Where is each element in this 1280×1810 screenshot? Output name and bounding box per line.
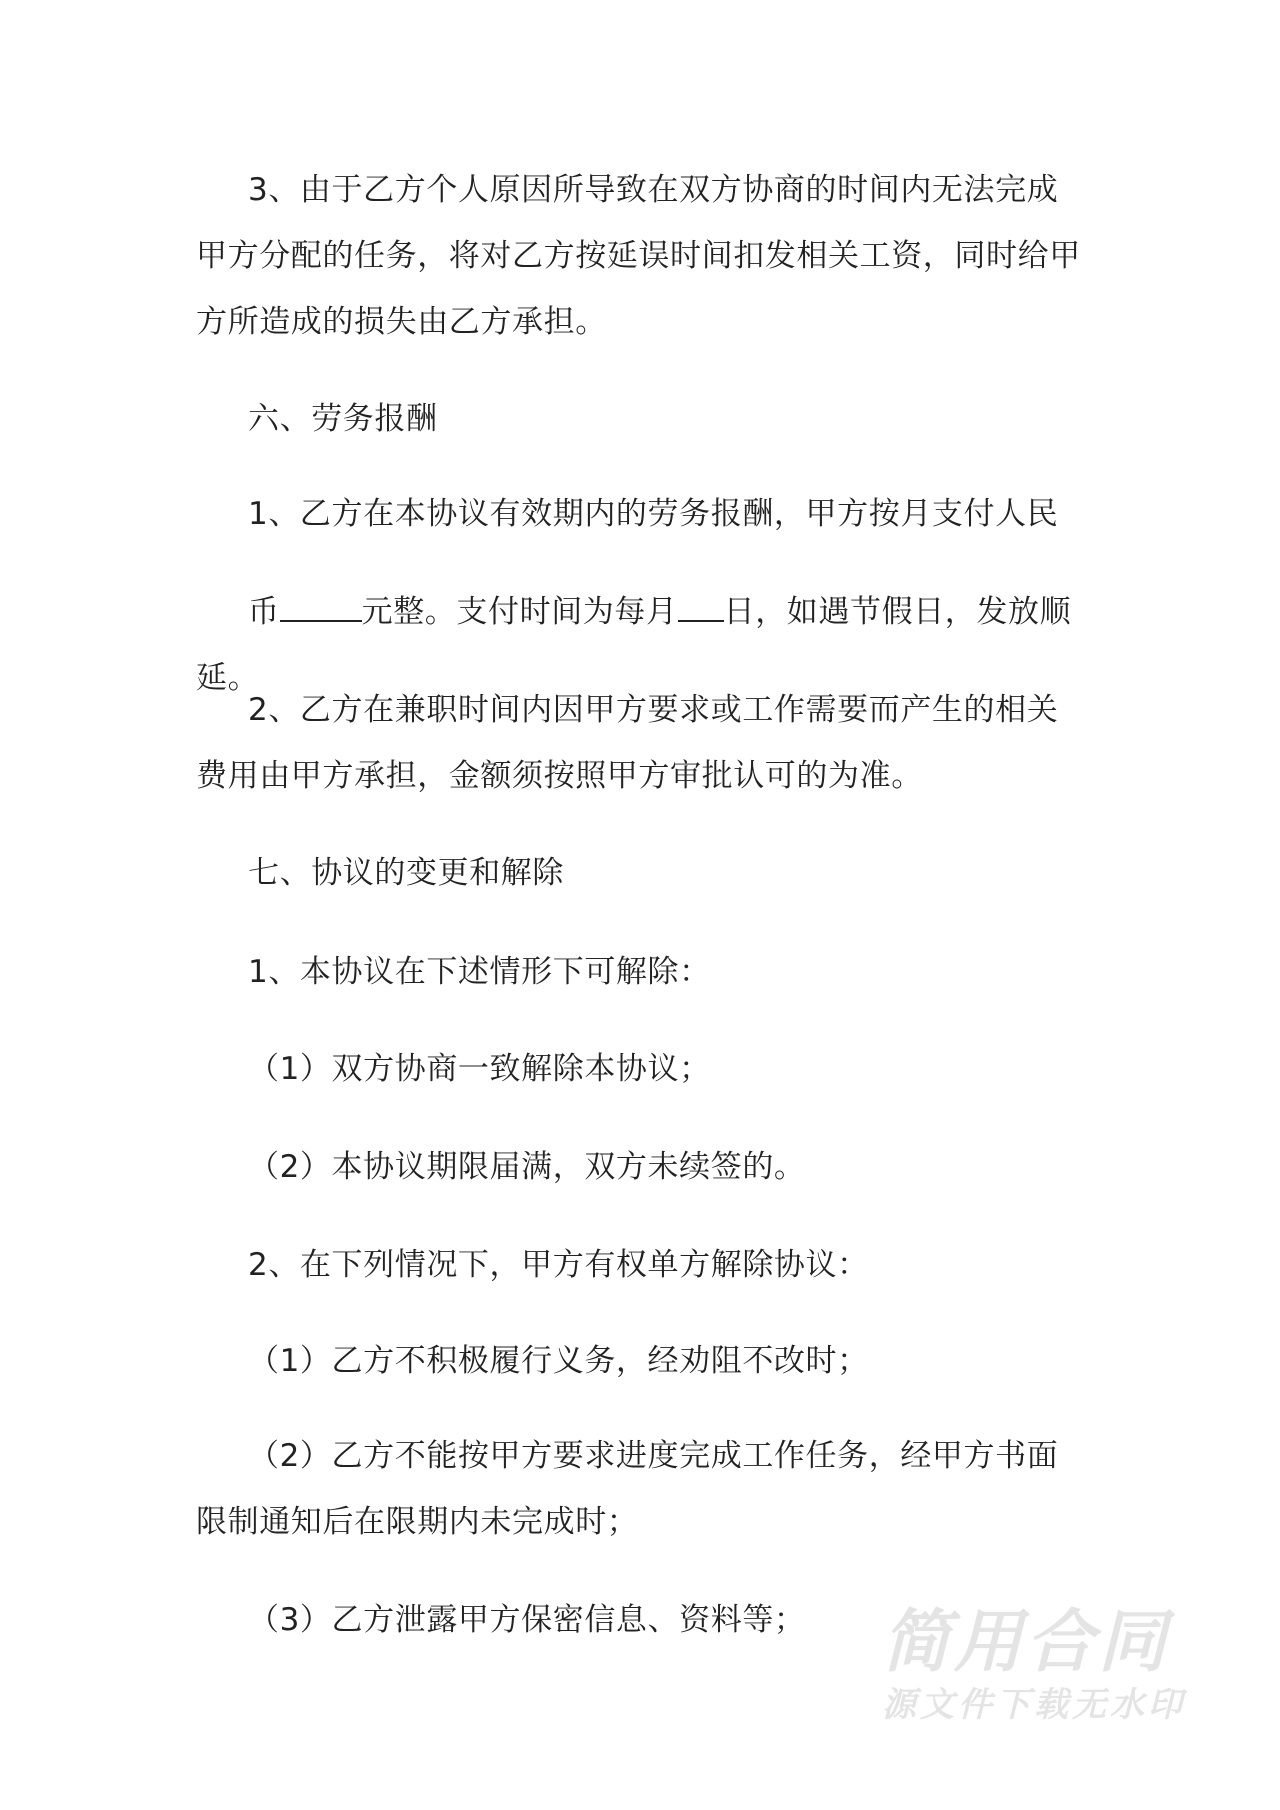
payment-mid: 元整。支付时间为每月: [361, 594, 678, 630]
watermark-subtitle: 源文件下载无水印: [882, 1685, 1186, 1725]
paragraph-item-1b: （1）乙方不积极履行义务，经劝阻不改时；: [248, 1343, 869, 1379]
paragraph-item-3b: （3）乙方泄露甲方保密信息、资料等；: [248, 1602, 806, 1638]
section-heading-termination: 七、协议的变更和解除: [248, 855, 564, 891]
paragraph-expenses: 2、乙方在兼职时间内因甲方要求或工作需要而产生的相关费用由甲方承担，金额须按照甲方审批认可的为准。: [196, 692, 1059, 794]
paragraph-item-2b: （2）乙方不能按甲方要求进度完成工作任务，经甲方书面限制通知后在限期内未完成时；: [196, 1438, 1059, 1540]
paragraph-remuneration-1: 1、乙方在本协议有效期内的劳务报酬，甲方按月支付人民: [248, 496, 1059, 532]
day-blank: [678, 594, 724, 622]
watermark-title: 简用合同: [882, 1603, 1171, 1682]
section-heading-remuneration: 六、劳务报酬: [248, 401, 438, 437]
paragraph-delay-clause: 3、由于乙方个人原因所导致在双方协商的时间内无法完成甲方分配的任务，将对乙方按延误时间扣发相关工资，同时给甲方所造成的损失由乙方承担。: [196, 172, 1081, 340]
payment-suffix: 日，如遇节假日，发放顺延。: [196, 594, 1072, 696]
paragraph-termination-2: 2、在下列情况下，甲方有权单方解除协议：: [248, 1247, 869, 1283]
paragraph-item-2: （2）本协议期限届满，双方未续签的。: [248, 1149, 806, 1185]
payment-prefix: 币: [248, 594, 280, 630]
amount-blank: [280, 594, 362, 622]
paragraph-item-1: （1）双方协商一致解除本协议；: [248, 1051, 711, 1087]
paragraph-termination-1: 1、本协议在下述情形下可解除：: [248, 954, 711, 990]
